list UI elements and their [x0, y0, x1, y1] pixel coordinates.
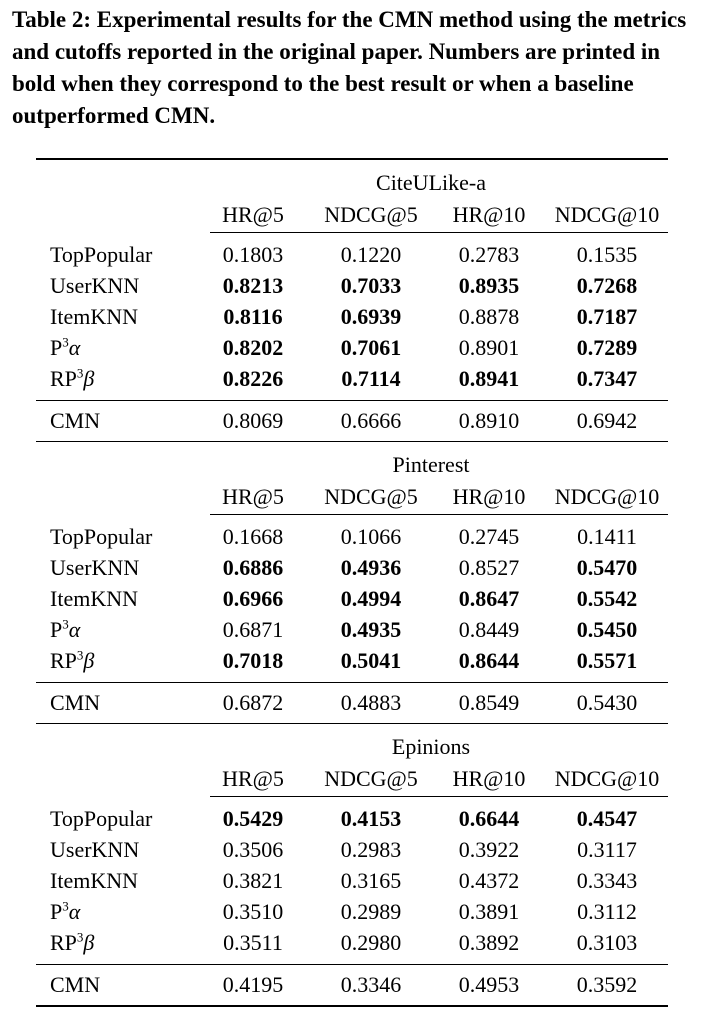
section-padding — [36, 724, 668, 732]
metric-value: 0.8527 — [458, 554, 520, 580]
table-row — [36, 552, 668, 583]
metric-value: 0.8116 — [223, 303, 283, 329]
table-row — [36, 803, 668, 834]
table-row — [36, 363, 668, 394]
metric-value: 0.5429 — [222, 805, 284, 831]
metric-header: NDCG@5 — [324, 766, 418, 791]
metric-value: 0.3891 — [458, 898, 520, 924]
metric-value: 0.7187 — [576, 303, 638, 329]
table-row — [36, 521, 668, 552]
metric-header: NDCG@5 — [324, 484, 418, 509]
metric-header: HR@5 — [222, 766, 284, 791]
metric-value: 0.7061 — [340, 334, 402, 360]
model-name: $P^3\alpha$ — [50, 898, 81, 924]
metric-value: 0.4153 — [340, 805, 402, 831]
cmn-row — [36, 965, 668, 1005]
header-underline — [210, 796, 668, 797]
metric-header: NDCG@10 — [554, 202, 660, 227]
metric-value: 0.3592 — [576, 972, 638, 997]
dataset-title: Epinions — [391, 734, 471, 759]
metric-value: 0.8910 — [458, 408, 520, 433]
metric-value: 0.2745 — [458, 523, 520, 549]
metric-value: 0.3821 — [222, 867, 284, 893]
metric-value: 0.8935 — [458, 272, 520, 298]
metric-value: 0.8647 — [458, 585, 520, 611]
metric-value: 0.7289 — [576, 334, 638, 360]
metric-value: 0.6666 — [340, 408, 402, 433]
metric-value: 0.5571 — [576, 647, 638, 673]
metric-value: 0.6871 — [222, 616, 284, 642]
results-table — [36, 158, 668, 1007]
metric-value: 0.6966 — [222, 585, 284, 611]
metric-header-row — [36, 198, 668, 232]
table-row — [36, 270, 668, 301]
metric-value: 0.5430 — [576, 690, 638, 715]
model-name: CMN — [50, 972, 101, 997]
metric-value: 0.8069 — [222, 408, 284, 433]
metric-value: 0.6886 — [222, 554, 284, 580]
metric-value: 0.3165 — [340, 867, 402, 893]
section-padding — [36, 442, 668, 450]
metric-value: 0.2989 — [340, 898, 402, 924]
metric-value: 0.3346 — [340, 972, 402, 997]
metric-value: 0.8901 — [458, 334, 520, 360]
metric-value: 0.4935 — [340, 616, 402, 642]
metric-value: 0.1220 — [340, 241, 402, 267]
metric-value: 0.3117 — [577, 836, 637, 862]
table-section-citeulike-a — [36, 160, 668, 442]
metric-value: 0.4372 — [458, 867, 520, 893]
metric-header: NDCG@10 — [554, 766, 660, 791]
table-section-pinterest — [36, 442, 668, 724]
table-row — [36, 927, 668, 958]
metric-value: 0.8226 — [222, 365, 284, 391]
metric-header: HR@10 — [452, 766, 526, 791]
metric-header: HR@10 — [452, 202, 526, 227]
model-name: ItemKNN — [50, 867, 138, 893]
model-name: UserKNN — [50, 836, 140, 862]
metric-header: NDCG@5 — [324, 202, 418, 227]
metric-value: 0.1803 — [222, 241, 284, 267]
table-row — [36, 614, 668, 645]
metric-value: 0.7347 — [576, 365, 638, 391]
header-underline — [210, 514, 668, 515]
metric-value: 0.5542 — [576, 585, 638, 611]
model-name: CMN — [50, 408, 101, 433]
metric-value: 0.3112 — [577, 898, 637, 924]
metric-value: 0.8202 — [222, 334, 284, 360]
section-padding — [36, 160, 668, 168]
metric-value: 0.2783 — [458, 241, 520, 267]
metric-value: 0.7033 — [340, 272, 402, 298]
metric-value: 0.8644 — [458, 647, 520, 673]
table-row — [36, 332, 668, 363]
table-row — [36, 239, 668, 270]
section-end-rule — [36, 1005, 668, 1007]
metric-value: 0.7268 — [576, 272, 638, 298]
model-name: UserKNN — [50, 272, 140, 298]
metric-value: 0.3506 — [222, 836, 284, 862]
metric-value: 0.5450 — [576, 616, 638, 642]
metric-value: 0.8878 — [458, 303, 520, 329]
metric-value: 0.6939 — [340, 303, 402, 329]
table-caption: Table 2: Experimental results for the CMN method using the metrics and cutoffs reported in the original paper. Numbers are printed in bold when they correspond to the best result or when a baseline outperformed CMN. — [12, 7, 687, 128]
table-section-epinions — [36, 724, 668, 1007]
metric-value: 0.2980 — [340, 929, 402, 955]
metric-value: 0.2983 — [340, 836, 402, 862]
model-name: TopPopular — [50, 241, 153, 267]
metric-value: 0.4547 — [576, 805, 638, 831]
metric-value: 0.5470 — [576, 554, 638, 580]
metric-value: 0.3103 — [576, 929, 638, 955]
metric-value: 0.6872 — [222, 690, 284, 715]
model-name: $RP^3\beta$ — [50, 929, 95, 955]
model-name: TopPopular — [50, 523, 153, 549]
table-row — [36, 583, 668, 614]
table-row — [36, 865, 668, 896]
table-row — [36, 645, 668, 676]
dataset-title: CiteULike-a — [376, 170, 486, 195]
metric-value: 0.8941 — [458, 365, 520, 391]
metric-value: 0.5041 — [340, 647, 402, 673]
table-row — [36, 896, 668, 927]
metric-value: 0.1668 — [222, 523, 284, 549]
model-name: ItemKNN — [50, 585, 138, 611]
model-name: ItemKNN — [50, 303, 138, 329]
table-row — [36, 834, 668, 865]
metric-value: 0.3892 — [458, 929, 520, 955]
metric-header: HR@5 — [222, 484, 284, 509]
metric-value: 0.1411 — [577, 523, 637, 549]
metric-value: 0.7114 — [341, 365, 401, 391]
metric-header: HR@5 — [222, 202, 284, 227]
model-name: CMN — [50, 690, 101, 715]
metric-value: 0.8213 — [222, 272, 284, 298]
metric-value: 0.4953 — [458, 972, 520, 997]
model-name: TopPopular — [50, 805, 153, 831]
metric-value: 0.1066 — [340, 523, 402, 549]
metric-header: HR@10 — [452, 484, 526, 509]
cmn-row — [36, 401, 668, 441]
model-name: UserKNN — [50, 554, 140, 580]
metric-header: NDCG@10 — [554, 484, 660, 509]
table-row — [36, 301, 668, 332]
metric-value: 0.4994 — [340, 585, 402, 611]
metric-value: 0.4195 — [222, 972, 284, 997]
model-name: $RP^3\beta$ — [50, 647, 95, 673]
cmn-row — [36, 683, 668, 723]
metric-value: 0.8549 — [458, 690, 520, 715]
model-name: $P^3\alpha$ — [50, 616, 81, 642]
metric-value: 0.6942 — [576, 408, 638, 433]
header-underline — [210, 232, 668, 233]
metric-header-row — [36, 762, 668, 796]
metric-value: 0.1535 — [576, 241, 638, 267]
metric-header-row — [36, 480, 668, 514]
metric-value: 0.3511 — [223, 929, 283, 955]
metric-value: 0.3343 — [576, 867, 638, 893]
metric-value: 0.8449 — [458, 616, 520, 642]
model-name: $P^3\alpha$ — [50, 334, 81, 360]
metric-value: 0.6644 — [458, 805, 520, 831]
model-name: $RP^3\beta$ — [50, 365, 95, 391]
metric-value: 0.4883 — [340, 690, 402, 715]
metric-value: 0.3922 — [458, 836, 520, 862]
metric-value: 0.4936 — [340, 554, 402, 580]
dataset-title: Pinterest — [392, 452, 470, 477]
metric-value: 0.7018 — [222, 647, 284, 673]
metric-value: 0.3510 — [222, 898, 284, 924]
